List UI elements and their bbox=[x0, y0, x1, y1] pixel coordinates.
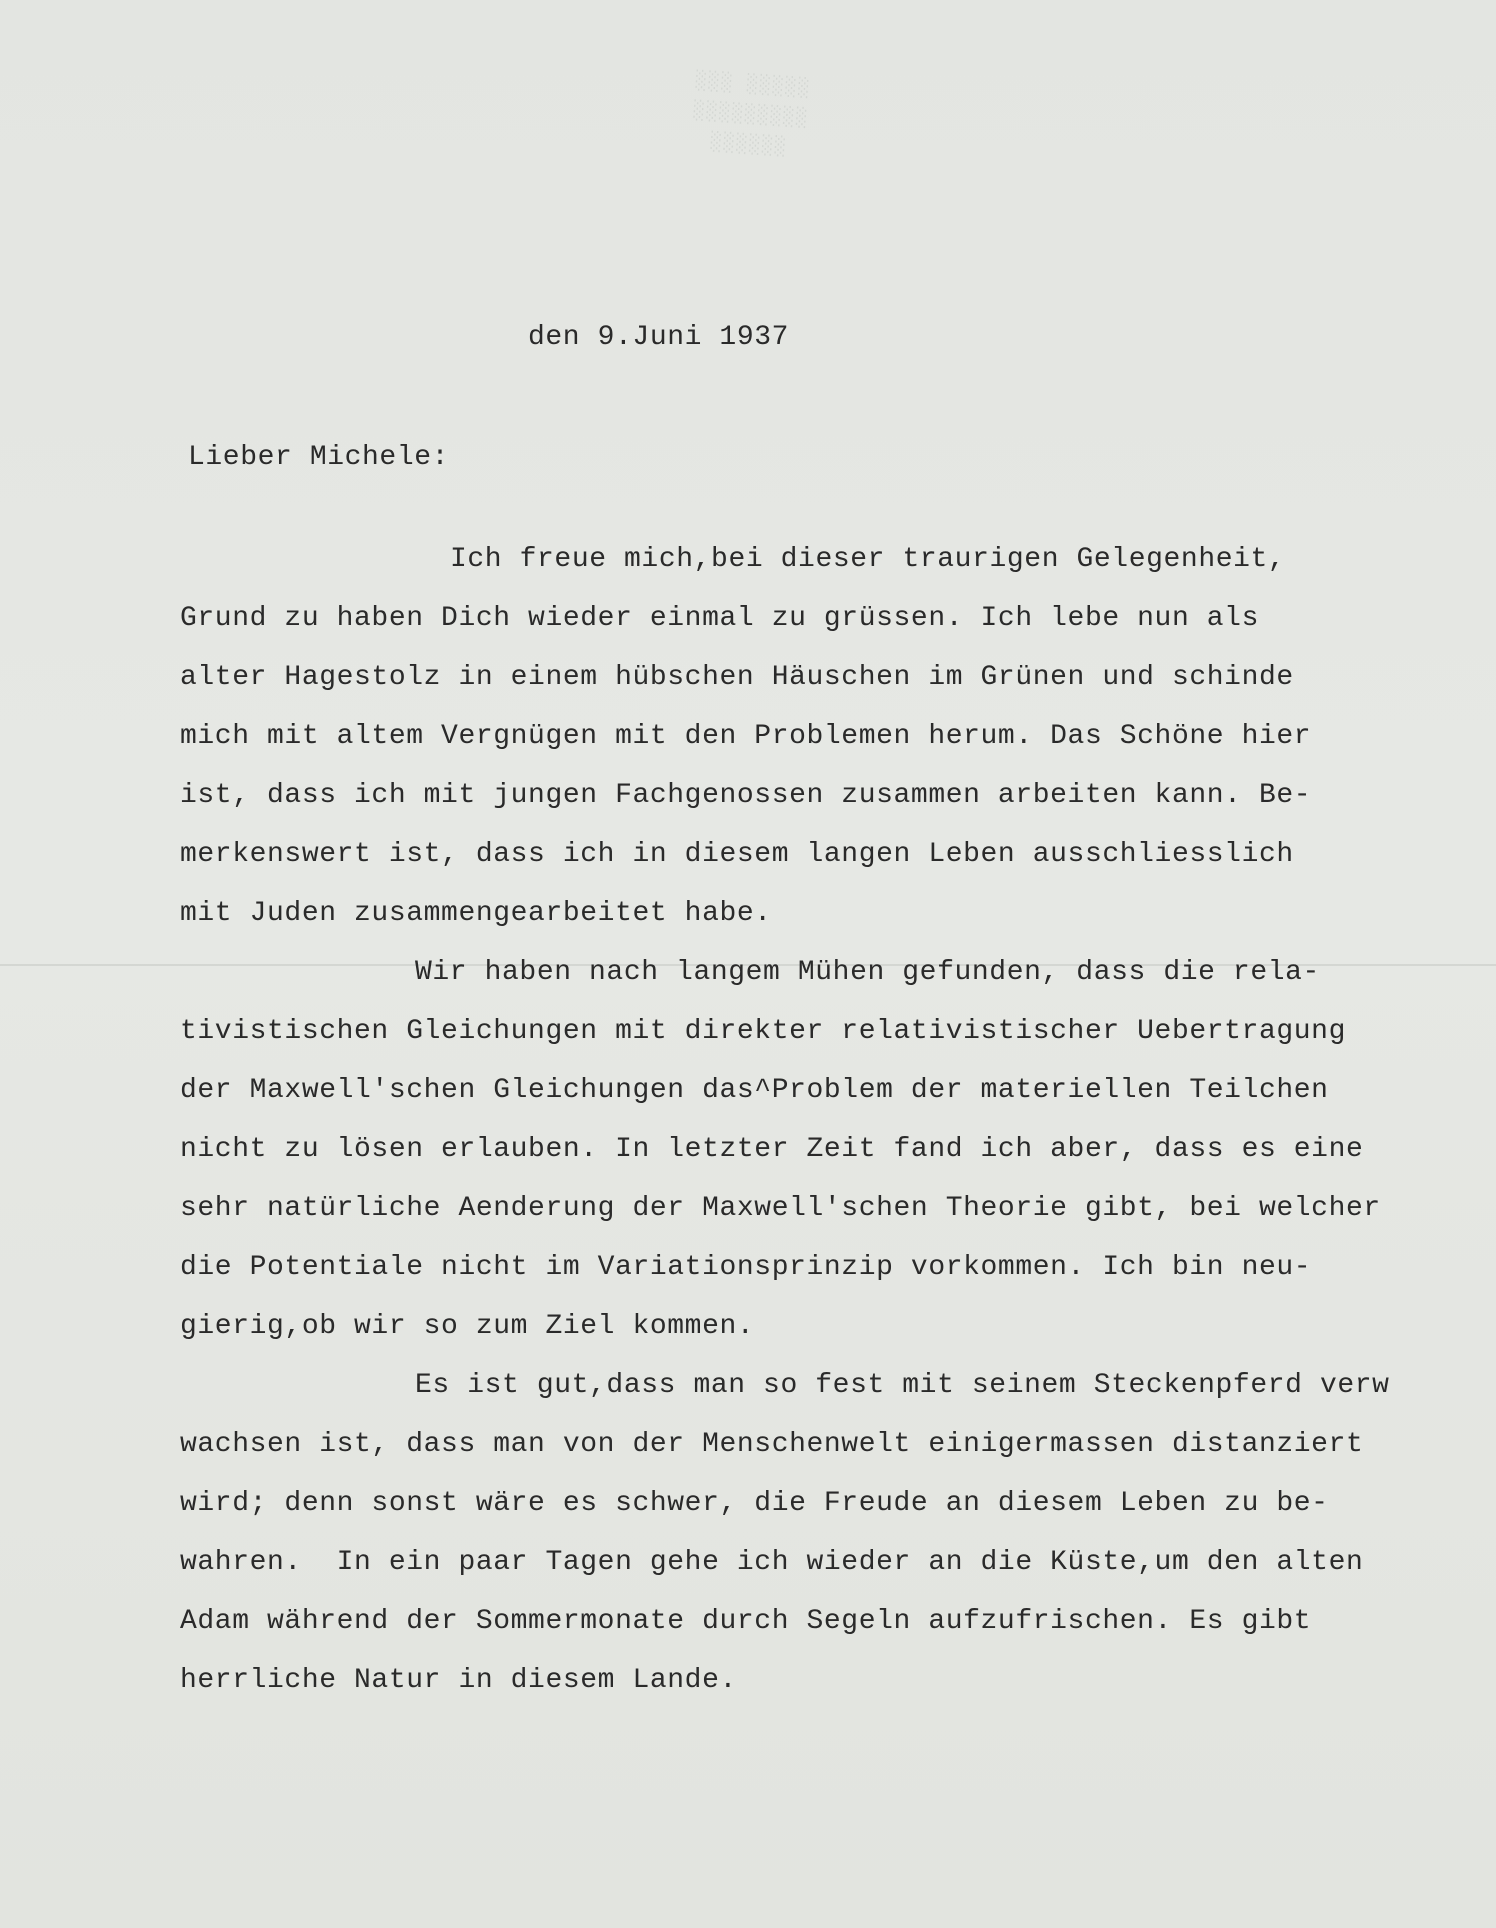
paragraph-1-line-6: merkenswert ist, dass ich in diesem langen Leben ausschliesslich bbox=[180, 839, 1294, 870]
paragraph-3-line-2: wachsen ist, dass man von der Menschenwelt einigermassen distanziert bbox=[180, 1429, 1364, 1460]
paragraph-2-line-3: der Maxwell'schen Gleichungen das^Problem der materiellen Teilchen bbox=[180, 1075, 1329, 1106]
paragraph-1-line-3: alter Hagestolz in einem hübschen Häuschen im Grünen und schinde bbox=[180, 662, 1294, 693]
letter-salutation: Lieber Michele: bbox=[188, 442, 450, 473]
paragraph-2-line-1: Wir haben nach langem Mühen gefunden, dass die rela- bbox=[415, 957, 1320, 988]
paragraph-2-line-6: die Potentiale nicht im Variationsprinzip vorkommen. Ich bin neu- bbox=[180, 1252, 1312, 1283]
paragraph-2-line-5: sehr natürliche Aenderung der Maxwell'schen Theorie gibt, bei welcher bbox=[180, 1193, 1381, 1224]
embossed-letterhead: ░░░ ░░░░░ ░░░░░░░░░ ░░░░░░ bbox=[693, 70, 812, 158]
paragraph-3-line-6: herrliche Natur in diesem Lande. bbox=[180, 1665, 737, 1696]
paragraph-3-line-4: wahren. In ein paar Tagen gehe ich wieder an die Küste,um den alten bbox=[180, 1547, 1364, 1578]
paragraph-2-line-2: tivistischen Gleichungen mit direkter relativistischer Uebertragung bbox=[180, 1016, 1346, 1047]
paragraph-2-line-7: gierig,ob wir so zum Ziel kommen. bbox=[180, 1311, 755, 1342]
paragraph-3-line-1: Es ist gut,dass man so fest mit seinem Steckenpferd verw bbox=[415, 1370, 1390, 1401]
paragraph-2-line-4: nicht zu lösen erlauben. In letzter Zeit fand ich aber, dass es eine bbox=[180, 1134, 1364, 1165]
paragraph-1-line-5: ist, dass ich mit jungen Fachgenossen zusammen arbeiten kann. Be- bbox=[180, 780, 1312, 811]
letter-date: den 9.Juni 1937 bbox=[528, 322, 790, 353]
letter-body bbox=[180, 530, 1440, 1710]
paragraph-3-line-5: Adam während der Sommermonate durch Segeln aufzufrischen. Es gibt bbox=[180, 1606, 1312, 1637]
paragraph-1-line-7: mit Juden zusammengearbeitet habe. bbox=[180, 898, 772, 929]
paragraph-1-line-2: Grund zu haben Dich wieder einmal zu grüssen. Ich lebe nun als bbox=[180, 603, 1259, 634]
paragraph-1-line-1: Ich freue mich,bei dieser traurigen Gelegenheit, bbox=[450, 544, 1286, 575]
paragraph-3-line-3: wird; denn sonst wäre es schwer, die Freude an diesem Leben zu be- bbox=[180, 1488, 1329, 1519]
paragraph-1-line-4: mich mit altem Vergnügen mit den Problemen herum. Das Schöne hier bbox=[180, 721, 1312, 752]
